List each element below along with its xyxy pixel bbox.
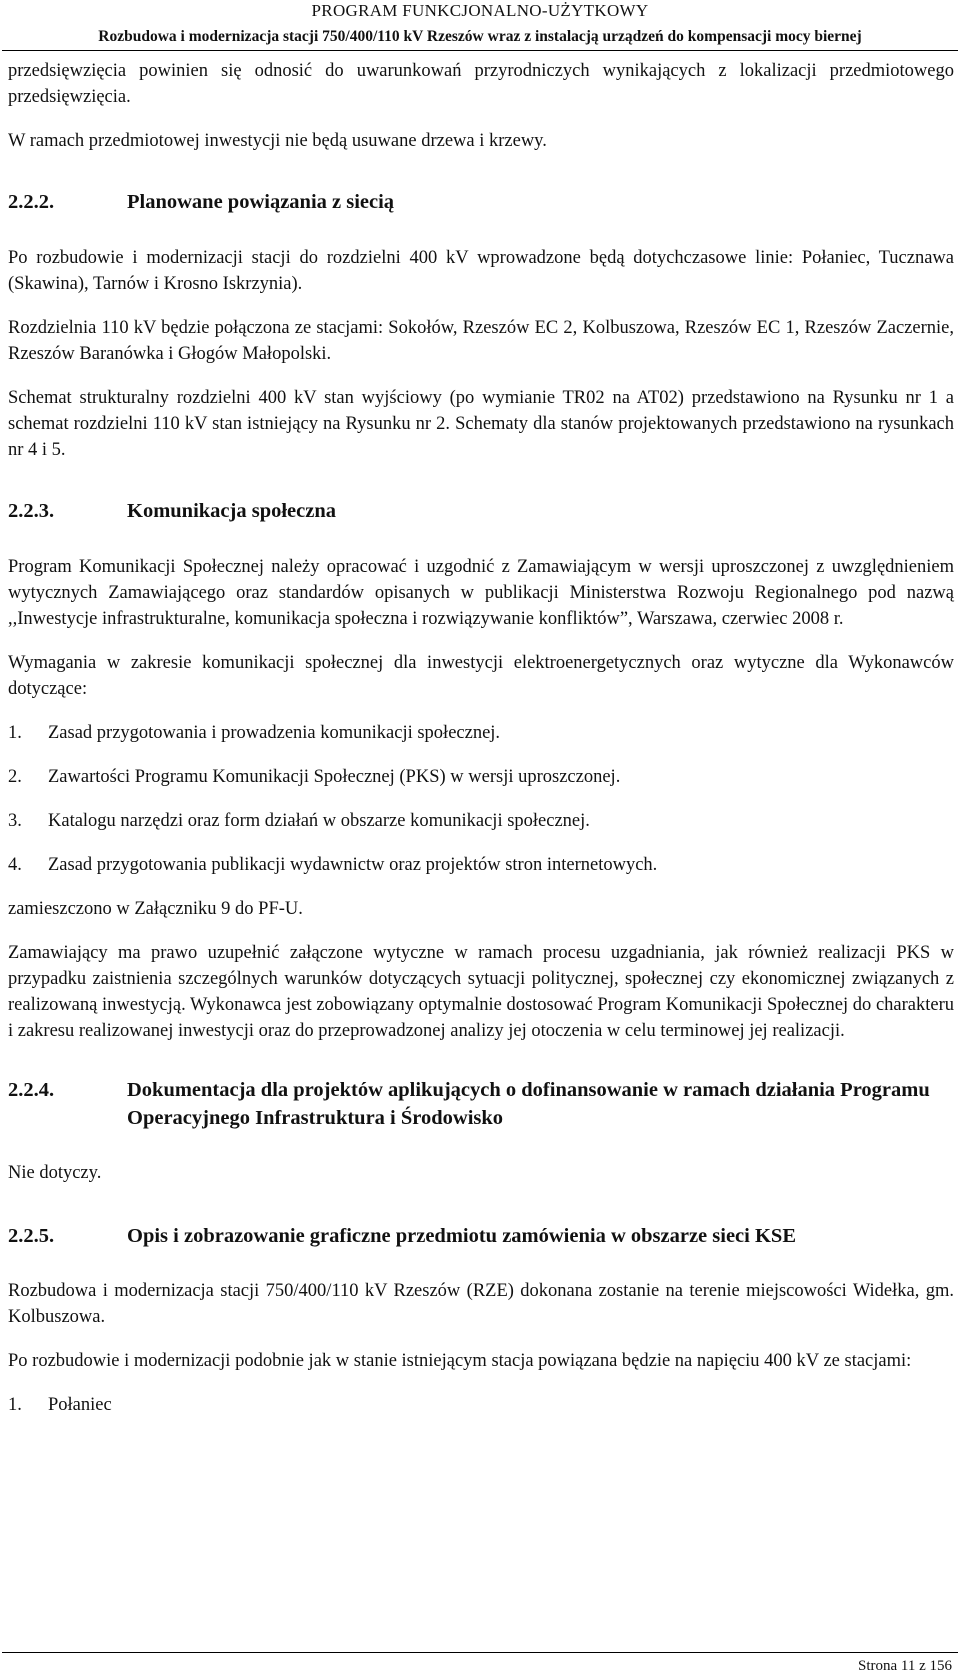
paragraph: Po rozbudowie i modernizacji stacji do rozdzielni 400 kV wprowadzone będą dotychczasowe linie: Połaniec, Tucznawa (Skawina), Tarnów i Krosno Iskrzynia). [8,248,954,294]
list-item [8,1392,954,1418]
list-text: Katalogu narzędzi oraz form działań w obszarze komunikacji społecznej. [48,811,590,831]
list-number: 1. [8,723,22,743]
list-item [8,808,954,834]
page-header [0,0,960,47]
paragraph: Zamawiający ma prawo uzupełnić załączone wytyczne w ramach procesu uzgadniania, jak również realizacji PKS w przypadku zaistnienia szczególnych warunków dotyczących sytuacji politycznej, społecznej czy ekonomicznej związanych z realizowaną inwestycją. Wykonawca jest zobowiązany optymalnie dostosować Program Komunikacji Społecznej do charakteru i zakresu realizowanej inwestycji oraz do przeprowadzonej analizy jej otoczenia w celu terminowej jej realizacji. [8,943,954,1041]
paragraph: zamieszczono w Załączniku 9 do PF-U. [8,899,303,919]
list-text: Zasad przygotowania i prowadzenia komunikacji społecznej. [48,723,501,743]
paragraph: Po rozbudowie i modernizacji podobnie jak w stanie istniejącym stacja powiązana będzie na napięciu 400 kV ze stacjami: [8,1351,912,1371]
requirements-list [8,720,954,878]
page-number: Strona 11 z 156 [857,1658,952,1674]
paragraph: Wymagania w zakresie komunikacji społecznej dla inwestycji elektroenergetycznych oraz wytyczne dla Wykonawców dotyczące: [8,653,954,699]
paragraph: Program Komunikacji Społecznej należy opracować i uzgodnić z Zamawiającym w wersji uproszczonej z uwzględnieniem wytycznych Zamawiającego oraz standardów opisanych w publikacji Ministerstwa Rozwoju Regionalnego pod nazwą ,,Inwestycje infrastrukturalne, komunikacja społeczna i rozwiązywanie konfliktów”, Warszawa, czerwiec 2008 r. [8,557,954,629]
section-number: 2.2.4. [8,1079,55,1101]
section-number: 2.2.5. [8,1225,55,1247]
section-number: 2.2.3. [8,500,55,522]
section-title: Komunikacja społeczna [127,500,336,522]
header-program-title: PROGRAM FUNKCJONALNO-UŻYTKOWY [311,1,649,20]
header-divider [2,50,958,51]
paragraph: Schemat strukturalny rozdzielni 400 kV stan wyjściowy (po wymianie TR02 na AT02) przedstawiono na Rysunku nr 1 a schemat rozdzielni 110 kV stan istniejący na Rysunku nr 2. Schematy dla stanów projektowanych przedstawiono na rysunkach nr 4 i 5. [8,388,954,460]
paragraph: Rozbudowa i modernizacja stacji 750/400/110 kV Rzeszów (RZE) dokonana zostanie na terenie miejscowości Widełka, gm. Kolbuszowa. [8,1281,954,1327]
list-text: Połaniec [48,1395,112,1415]
section-title: Planowane powiązania z siecią [127,191,395,213]
section-title: Opis i zobrazowanie graficzne przedmiotu zamówienia w obszarze sieci KSE [127,1225,796,1247]
paragraph: W ramach przedmiotowej inwestycji nie będą usuwane drzewa i krzewy. [8,131,547,151]
section-heading-2-2-4 [8,1076,954,1132]
section-number: 2.2.2. [8,191,55,213]
list-number: 2. [8,767,22,787]
paragraph: Nie dotyczy. [8,1163,102,1183]
list-text: Zasad przygotowania publikacji wydawnictw oraz projektów stron internetowych. [48,855,658,875]
list-item [8,764,954,790]
list-item [8,720,954,746]
stations-list [8,1392,954,1418]
section-heading-2-2-3 [8,497,954,525]
paragraph: przedsięwzięcia powinien się odnosić do uwarunkowań przyrodniczych wynikających z lokalizacji przedmiotowego przedsięwzięcia. [8,61,954,107]
list-text: Zawartości Programu Komunikacji Społecznej (PKS) w wersji uproszczonej. [48,767,621,787]
section-heading-2-2-2 [8,188,954,216]
footer-divider [2,1652,958,1653]
paragraph: Rozdzielnia 110 kV będzie połączona ze stacjami: Sokołów, Rzeszów EC 2, Kolbuszowa, Rzeszów EC 1, Rzeszów Zaczernie, Rzeszów Baranówka i Głogów Małopolski. [8,318,954,364]
header-project-title: Rozbudowa i modernizacja stacji 750/400/110 kV Rzeszów wraz z instalacją urządzeń do kompensacji mocy biernej [98,28,862,45]
section-title: Dokumentacja dla projektów aplikujących o dofinansowanie w ramach działania Programu Operacyjnego Infrastruktura i Środowisko [127,1079,930,1129]
section-heading-2-2-5 [8,1222,954,1250]
list-item [8,852,954,878]
list-number: 4. [8,855,22,875]
list-number: 1. [8,1395,22,1415]
list-number: 3. [8,811,22,831]
document-body [8,58,954,1418]
